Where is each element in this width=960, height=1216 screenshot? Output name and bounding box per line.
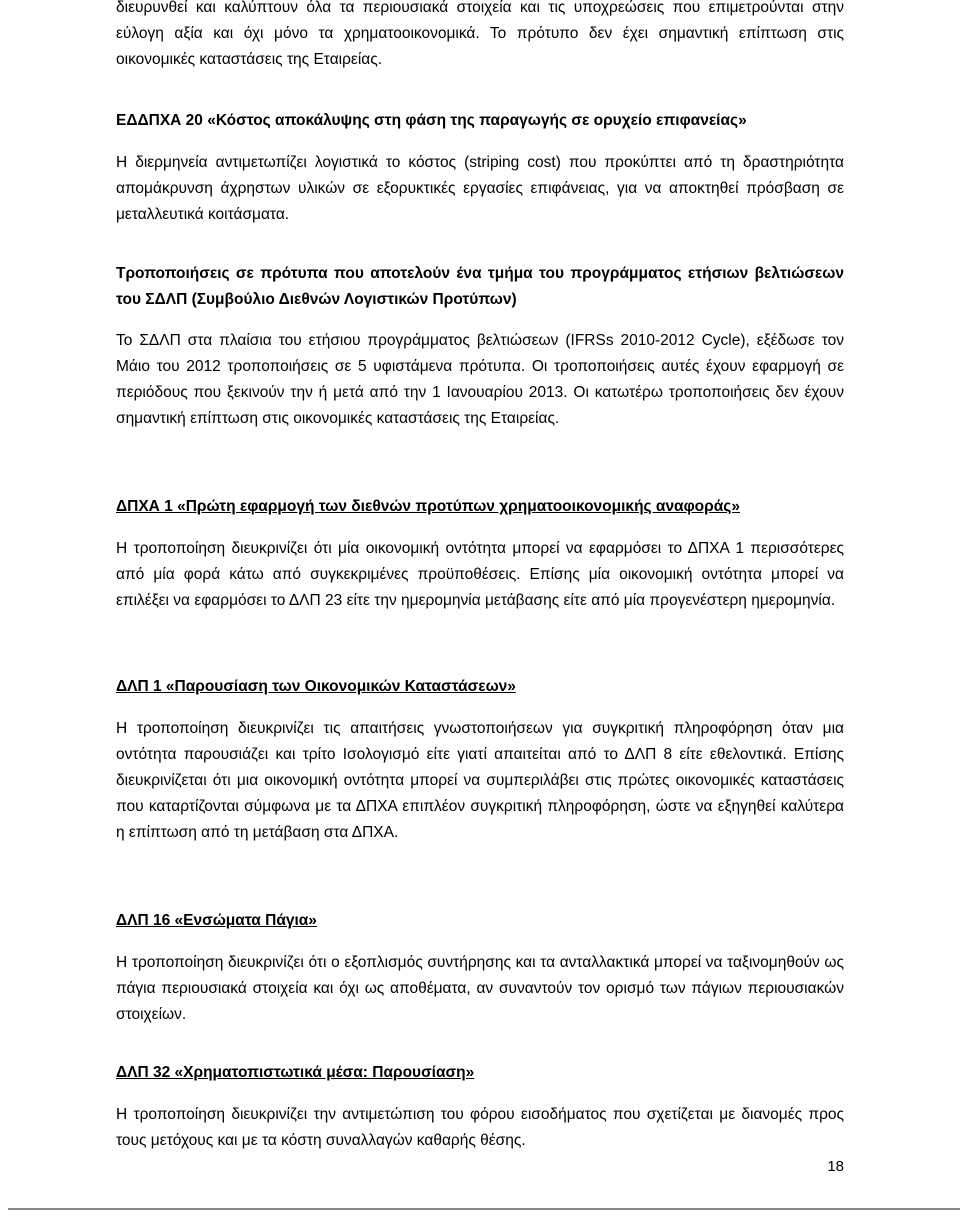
section-body-ias32: Η τροποποίηση διευκρινίζει την αντιμετώπιση του φόρου εισοδήματος που σχετίζεται με διανομές προς τους μετόχους και με τα κόστη συναλλαγών καθαρής θέσης. bbox=[116, 1106, 844, 1149]
section-body-annual-improvements: Το ΣΔΛΠ στα πλαίσια του ετήσιου προγράμματος βελτιώσεων (IFRSs 2010-2012 Cycle), εξέδωσε τον Μάιο του 2012 τροποποιήσεις σε 5 υφιστάμενα πρότυπα. Οι τροποποιήσεις αυτές έχουν εφαρμογή σε περιόδους που ξεκινούν την ή μετά από την 1 Ιανουαρίου 2013. Οι κατωτέρω τροποποιήσεις δεν έχουν σημαντική επίπτωση στις οικονομικές καταστάσεις της Εταιρείας. bbox=[116, 332, 844, 427]
section-title-ias32: ΔΛΠ 32 «Χρηματοπιστωτικά μέσα: Παρουσίαση» bbox=[116, 1064, 475, 1081]
section-title-ifrs1: ΔΠΧΑ 1 «Πρώτη εφαρμογή των διεθνών προτύπων χρηματοοικονομικής αναφοράς» bbox=[116, 498, 740, 515]
section-title-annual-improvements: Τροποποιήσεις σε πρότυπα που αποτελούν ένα τμήμα του προγράμματος ετήσιων βελτιώσεων του ΣΔΛΠ (Συμβούλιο Διεθνών Λογιστικών Προτύπων) bbox=[116, 265, 844, 308]
section-body-ias16: Η τροποποίηση διευκρινίζει ότι ο εξοπλισμός συντήρησης και τα ανταλλακτικά μπορεί να ταξινομηθούν ως πάγια περιουσιακά στοιχεία και όχι ως αποθέματα, αν συναντούν τον ορισμό των πάγιων περιουσιακών στοιχείων. bbox=[116, 954, 844, 1023]
section-body-ifrs1: Η τροποποίηση διευκρινίζει ότι μία οικονομική οντότητα μπορεί να εφαρμόσει το ΔΠΧΑ 1 περισσότερες από μία φορά κάτω από συγκεκριμένες προϋποθέσεις. Επίσης μία οικονομική οντότητα μπορεί να επιλέξει να εφαρμόσει το ΔΛΠ 23 είτε την ημερομηνία μετάβασης είτε από μία προγενέστερη ημερομηνία. bbox=[116, 540, 844, 609]
section-title-ias16: ΔΛΠ 16 «Ενσώματα Πάγια» bbox=[116, 912, 317, 929]
section-title-ias1: ΔΛΠ 1 «Παρουσίαση των Οικονομικών Καταστάσεων» bbox=[116, 678, 516, 695]
section-body-ias1: Η τροποποίηση διευκρινίζει τις απαιτήσεις γνωστοποιήσεων για συγκριτική πληροφόρηση όταν μια οντότητα παρουσιάζει και τρίτο Ισολογισμό είτε γιατί απαιτείται από το ΔΛΠ 8 είτε εθελοντικά. Επίσης διευκρινίζεται ότι μια οικονομική οντότητα μπορεί να συμπεριλάβει στις πρώτες οικονομικές καταστάσεις που καταρτίζονται σύμφωνα με τα ΔΠΧΑ επιπλέον συγκριτική πληροφόρηση, ώστε να εξηγηθεί καλύτερα η επίπτωση από τη μετάβαση στα ΔΠΧΑ. bbox=[116, 720, 844, 841]
page-number: 18 bbox=[827, 1158, 844, 1175]
bottom-divider bbox=[8, 1208, 960, 1210]
section-body-ifric20: Η διερμηνεία αντιμετωπίζει λογιστικά το κόστος (striping cost) που προκύπτει από τη δραστηριότητα απομάκρυνση άχρηστων υλικών σε εξορυκτικές εργασίες επιφάνειας, για να αποκτηθεί πρόσβαση σε μεταλλευτικά κοιτάσματα. bbox=[116, 154, 844, 223]
section-title-ifric20: ΕΔΔΠΧΑ 20 «Κόστος αποκάλυψης στη φάση της παραγωγής σε ορυχείο επιφανείας» bbox=[116, 112, 747, 129]
intro-paragraph: διευρυνθεί και καλύπτουν όλα τα περιουσιακά στοιχεία και τις υποχρεώσεις που επιμετρούνται στην εύλογη αξία και όχι μόνο τα χρηματοοικονομικά. Το πρότυπο δεν έχει σημαντική επίπτωση στις οικονομικές καταστάσεις της Εταιρείας. bbox=[116, 0, 844, 68]
